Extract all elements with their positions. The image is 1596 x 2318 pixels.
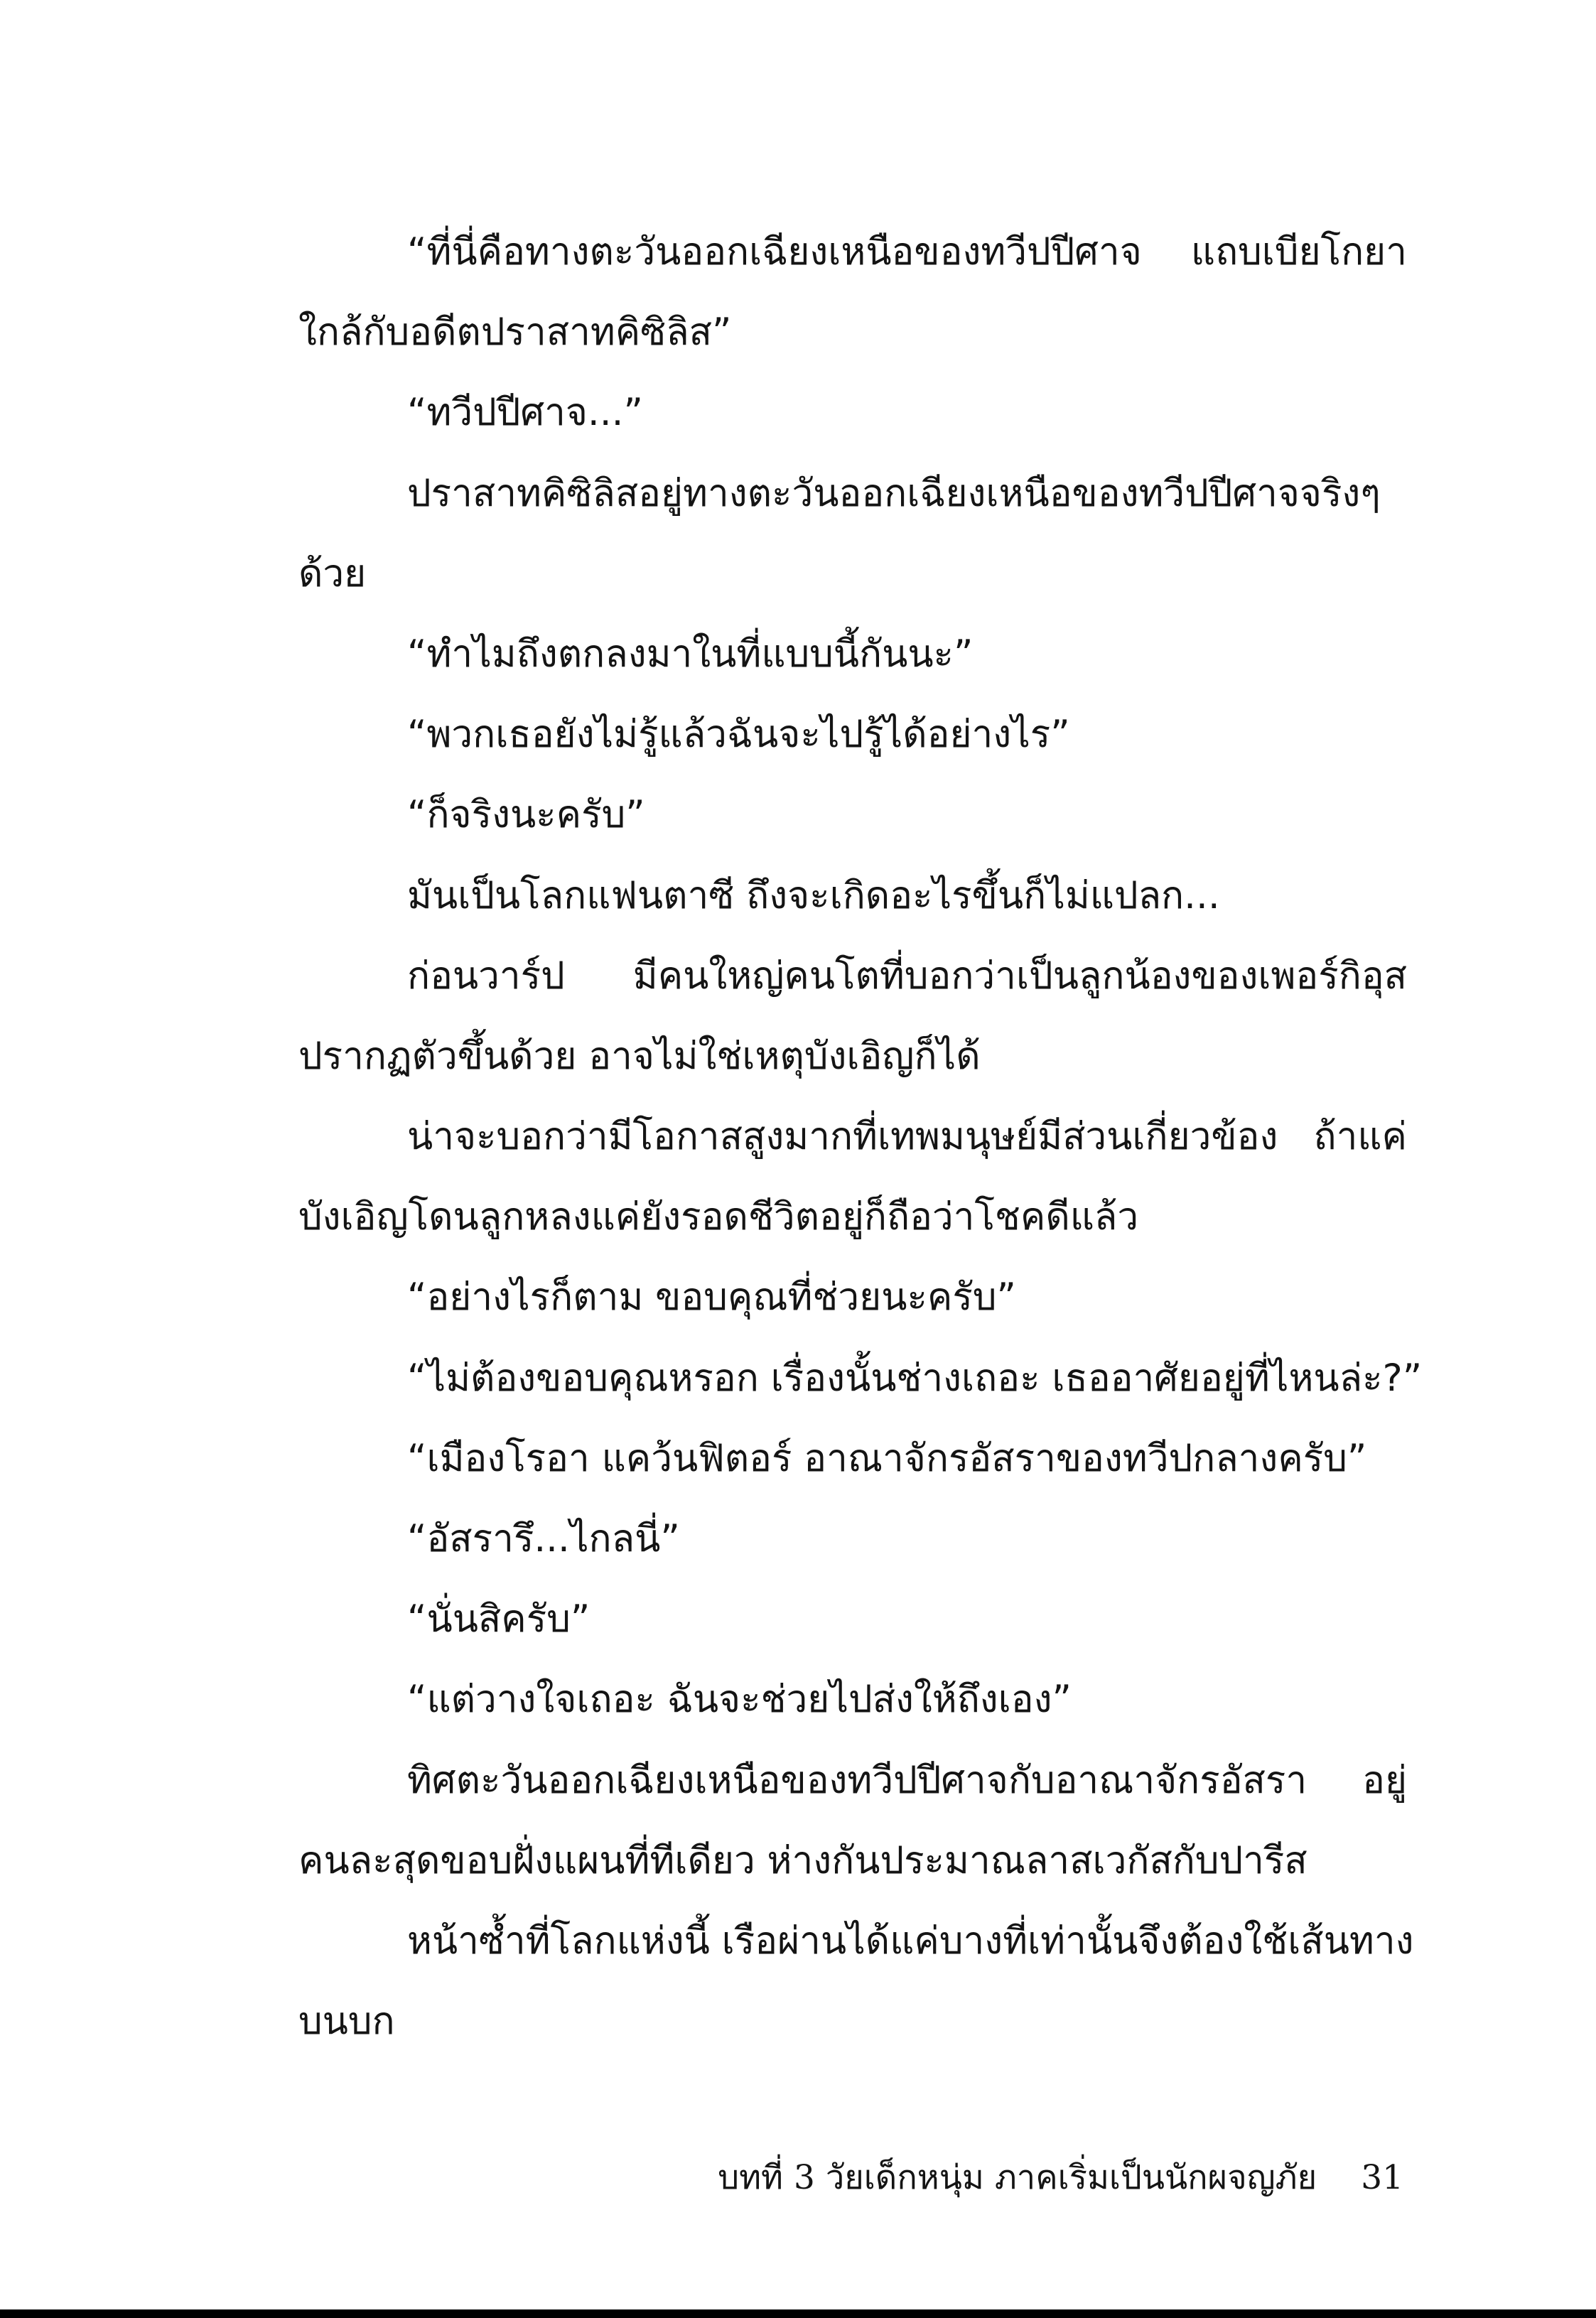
text-line: ปราสาทคิซิลิสอยู่ทางตะวันออกเฉียงเหนือของทวีปปีศาจจริงๆ [407, 471, 1381, 515]
text-line: คนละสุดขอบฝั่งแผนที่ทีเดียว ห่างกันประมาณลาสเวกัสกับปารีส [298, 1838, 1307, 1882]
text-line: “แต่วางใจเถอะ ฉันจะช่วยไปส่งให้ถึงเอง” [407, 1678, 1072, 1722]
text-line: “อัสรารึ...ไกลนี่” [407, 1517, 680, 1560]
text-line: “ทำไมถึงตกลงมาในที่แบบนี้กันนะ” [407, 632, 974, 676]
text-line: “พวกเธอยังไม่รู้แล้วฉันจะไปรู้ได้อย่างไร” [407, 713, 1070, 757]
text-line: บนบก [298, 2000, 395, 2044]
text-line: ใกล้กับอดีตปราสาทคิซิลิส” [298, 311, 732, 355]
text-line: “นั่นสิครับ” [407, 1597, 591, 1642]
body-text [298, 212, 1423, 2061]
text-line: “ที่นี่คือทางตะวันออกเฉียงเหนือของทวีปปีศาจ แถบเบียโกยา [407, 230, 1407, 274]
text-line: “ไม่ต้องขอบคุณหรอก เรื่องนั้นช่างเถอะ เธออาศัยอยู่ที่ไหนล่ะ?” [407, 1356, 1423, 1400]
chapter-title: บทที่ 3 วัยเด็กหนุ่ม ภาคเริ่มเป็นนักผจญภัย [718, 2158, 1317, 2197]
bottom-border [0, 2309, 1596, 2318]
text-line: “อย่างไรก็ตาม ขอบคุณที่ช่วยนะครับ” [407, 1276, 1016, 1320]
text-line: มันเป็นโลกแฟนตาซี ถึงจะเกิดอะไรขึ้นก็ไม่แปลก... [407, 873, 1220, 917]
page-number: 31 [1361, 2158, 1403, 2197]
text-line: ก่อนวาร์ป มีคนใหญ่คนโตที่บอกว่าเป็นลูกน้องของเพอร์กิอุส [407, 954, 1407, 998]
text-line: บังเอิญโดนลูกหลงแค่ยังรอดชีวิตอยู่ก็ถือว่าโชคดีแล้ว [298, 1195, 1139, 1239]
text-line: น่าจะบอกว่ามีโอกาสสูงมากที่เทพมนุษย์มีส่วนเกี่ยวข้อง ถ้าแค่ [407, 1115, 1407, 1159]
text-line: ด้วย [298, 551, 367, 595]
text-line: หน้าซ้ำที่โลกแห่งนี้ เรือผ่านได้แค่บางที่เท่านั้นจึงต้องใช้เส้นทาง [407, 1919, 1414, 1963]
page-footer [718, 2153, 1403, 2203]
text-line: ทิศตะวันออกเฉียงเหนือของทวีปปีศาจกับอาณาจักรอัสรา อยู่ [407, 1758, 1407, 1802]
text-line: ปรากฏตัวขึ้นด้วย อาจไม่ใช่เหตุบังเอิญก็ได้ [298, 1034, 981, 1078]
text-line: “เมืองโรอา แคว้นฟิตอร์ อาณาจักรอัสราของทวีปกลางครับ” [407, 1436, 1367, 1480]
text-line: “ทวีปปีศาจ...” [407, 391, 643, 435]
text-line: “ก็จริงนะครับ” [407, 793, 645, 837]
